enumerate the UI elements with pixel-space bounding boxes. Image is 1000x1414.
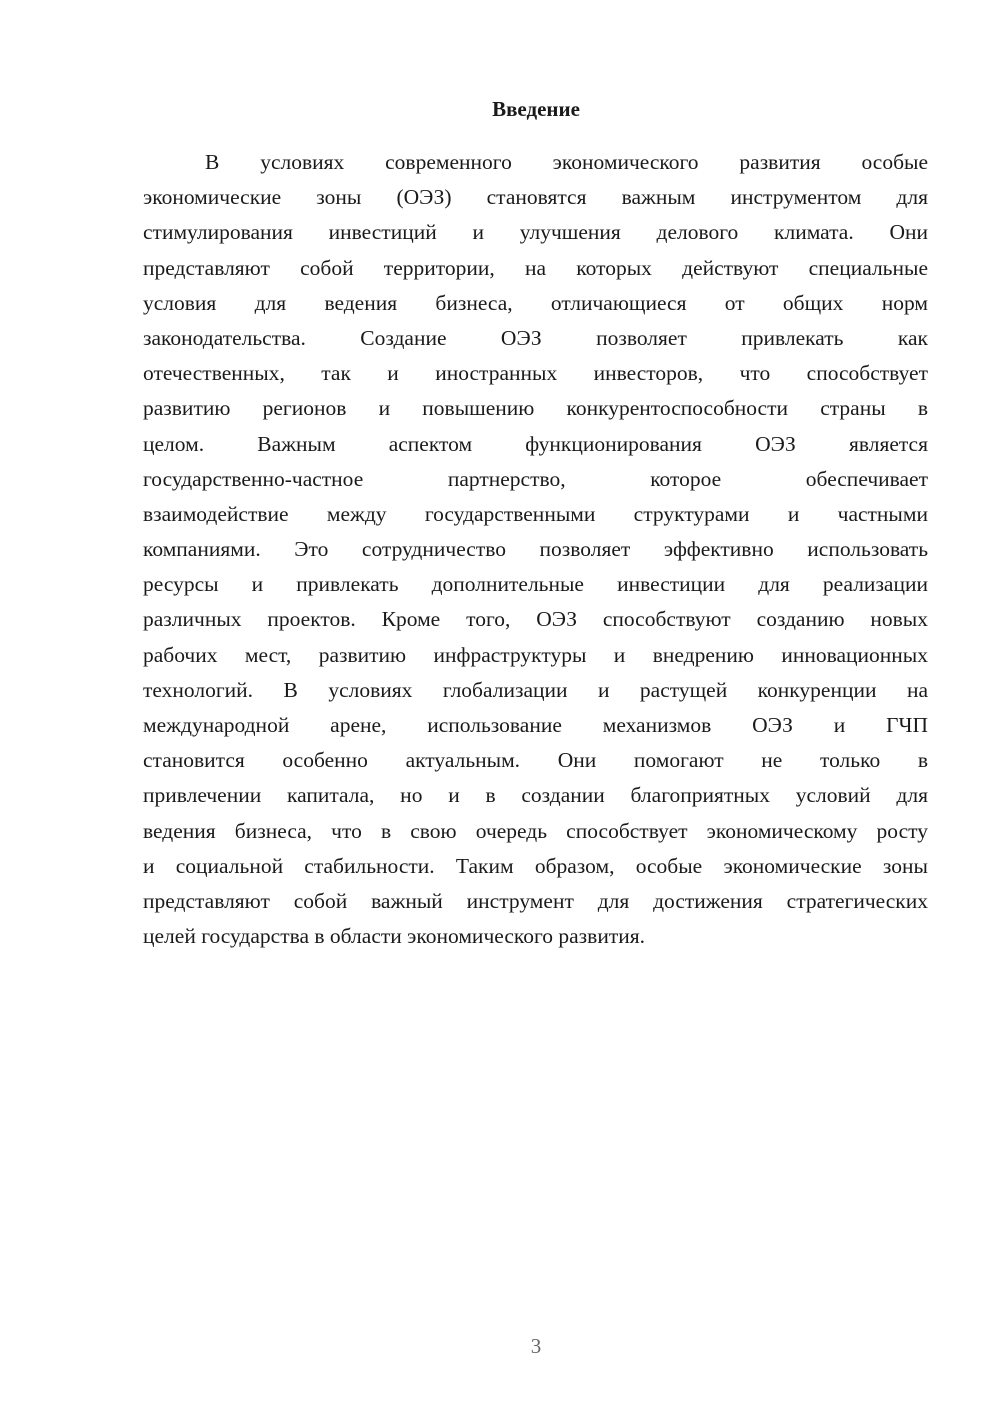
paragraph-line: государственно-частное партнерство, которое обеспечивает — [143, 466, 928, 491]
paragraph-line: компаниями. Это сотрудничество позволяет эффективно использовать — [143, 537, 928, 562]
paragraph-line: ведения бизнеса, что в свою очередь способствует экономическому росту — [143, 818, 928, 843]
paragraph-line: развитию регионов и повышению конкурентоспособности страны в — [143, 396, 928, 421]
paragraph-line: отечественных, так и иностранных инвесторов, что способствует — [143, 361, 928, 386]
paragraph-line: В условиях современного экономического развития особые — [205, 150, 928, 174]
paragraph-line: ресурсы и привлекать дополнительные инвестиции для реализации — [143, 572, 928, 597]
paragraph-line: рабочих мест, развитию инфраструктуры и внедрению инновационных — [143, 642, 928, 667]
paragraph-line: целом. Важным аспектом функционирования ОЭЗ является — [143, 431, 928, 456]
paragraph-line: стимулирования инвестиций и улучшения делового климата. Они — [143, 220, 928, 245]
paragraph-line: и социальной стабильности. Таким образом, особые экономические зоны — [143, 853, 928, 878]
page-title: Введение — [492, 97, 580, 121]
paragraph-line: условия для ведения бизнеса, отличающиеся от общих норм — [143, 290, 928, 315]
paragraph-line: привлечении капитала, но и в создании благоприятных условий для — [143, 783, 928, 808]
paragraph-line: взаимодействие между государственными структурами и частными — [143, 501, 928, 526]
paragraph-line: различных проектов. Кроме того, ОЭЗ способствуют созданию новых — [143, 607, 928, 632]
paragraph-line: международной арене, использование механизмов ОЭЗ и ГЧП — [143, 713, 928, 737]
paragraph-line: экономические зоны (ОЭЗ) становятся важным инструментом для — [143, 185, 928, 210]
intro-paragraph — [143, 145, 928, 954]
paragraph-line: целей государства в области экономического развития. — [143, 924, 645, 949]
paragraph-line: технологий. В условиях глобализации и растущей конкуренции на — [143, 677, 928, 702]
paragraph-line: законодательства. Создание ОЭЗ позволяет привлекать как — [143, 325, 928, 350]
paragraph-line: становится особенно актуальным. Они помогают не только в — [143, 748, 928, 773]
paragraph-line: представляют собой территории, на которых действуют специальные — [143, 255, 928, 280]
page-number: 3 — [530, 1334, 542, 1358]
paragraph-line: представляют собой важный инструмент для достижения стратегических — [143, 888, 928, 913]
